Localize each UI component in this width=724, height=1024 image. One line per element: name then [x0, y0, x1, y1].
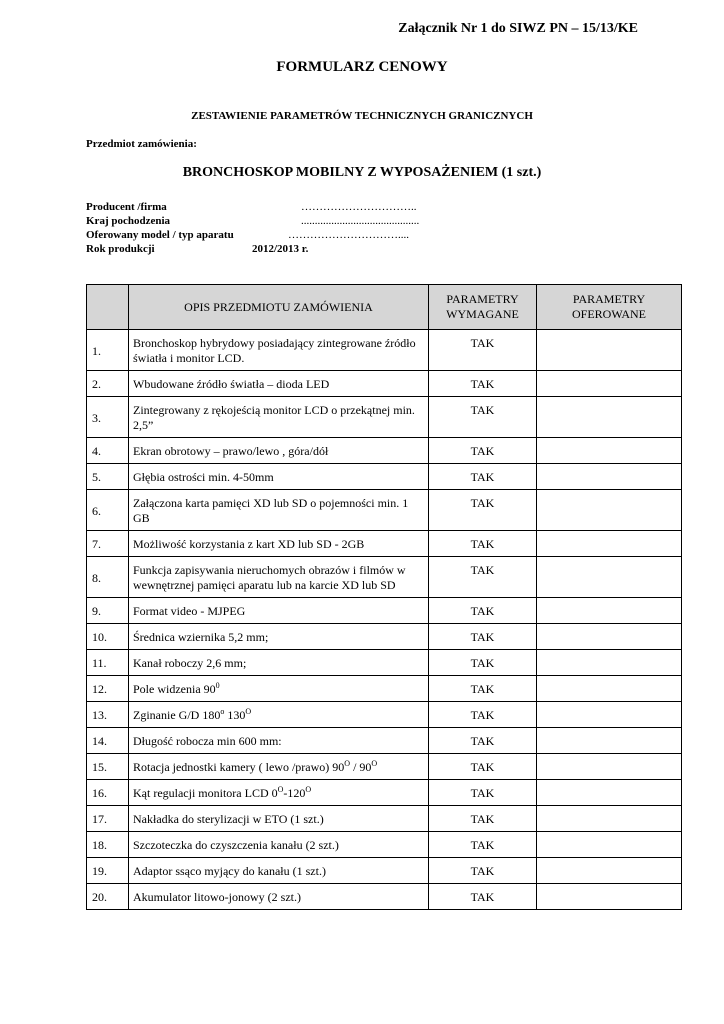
row-number: 19.	[87, 858, 129, 884]
row-number: 14.	[87, 728, 129, 754]
description-text: Funkcja zapisywania nieruchomych obrazów i filmów w wewnętrznej pamięci aparatu lub na karcie XD lub SD	[133, 563, 406, 592]
row-required-value: TAK	[429, 531, 537, 557]
parameters-table	[86, 284, 682, 910]
description-text: -120	[283, 786, 306, 800]
description-text: Zginanie G/D 180	[133, 708, 221, 722]
row-required-value: TAK	[429, 702, 537, 728]
description-text: Kanał roboczy 2,6 mm;	[133, 656, 247, 670]
description-text: Wbudowane źródło światła – dioda LED	[133, 377, 330, 391]
row-description	[129, 330, 429, 371]
description-text: / 90	[350, 760, 372, 774]
description-text: Pole widzenia 90	[133, 682, 216, 696]
table-row	[87, 754, 682, 780]
country-row	[86, 214, 420, 228]
description-text: Rotacja jednostki kamery ( lewo /prawo) 90	[133, 760, 345, 774]
row-description	[129, 650, 429, 676]
year-value: 2012/2013 r.	[252, 243, 309, 255]
row-number: 20.	[87, 884, 129, 910]
document-subtitle: ZESTAWIENIE PARAMETRÓW TECHNICZNYCH GRANICZNYCH	[191, 110, 533, 122]
country-label: Kraj pochodzenia	[86, 215, 171, 227]
row-number: 15.	[87, 754, 129, 780]
table-row	[87, 531, 682, 557]
row-number: 10.	[87, 624, 129, 650]
row-offered-field[interactable]	[537, 780, 682, 806]
row-description	[129, 832, 429, 858]
table-row	[87, 702, 682, 728]
description-text: Możliwość korzystania z kart XD lub SD - 2GB	[133, 537, 365, 551]
row-description	[129, 531, 429, 557]
row-required-value: TAK	[429, 806, 537, 832]
row-required-value: TAK	[429, 754, 537, 780]
row-number: 8.	[87, 557, 129, 598]
description-superscript: o	[220, 707, 225, 716]
row-description	[129, 858, 429, 884]
row-description	[129, 557, 429, 598]
row-required-value: TAK	[429, 858, 537, 884]
header-description: OPIS PRZEDMIOTU ZAMÓWIENIA	[129, 285, 429, 330]
description-superscript: 0	[215, 681, 220, 690]
description-text: Adaptor ssąco myjący do kanału (1 szt.)	[133, 864, 326, 878]
row-description	[129, 438, 429, 464]
form-title: FORMULARZ CENOWY	[276, 59, 448, 75]
description-text: Bronchoskop hybrydowy posiadający zintegrowane źródło światła i monitor LCD.	[133, 336, 416, 365]
row-offered-field[interactable]	[537, 650, 682, 676]
row-required-value: TAK	[429, 438, 537, 464]
table-row	[87, 728, 682, 754]
row-description	[129, 728, 429, 754]
row-number: 6.	[87, 490, 129, 531]
row-description	[129, 806, 429, 832]
table-row	[87, 650, 682, 676]
producer-label: Producent /firma	[86, 201, 167, 213]
row-description	[129, 464, 429, 490]
table-row	[87, 806, 682, 832]
subject-label: Przedmiot zamówienia:	[86, 138, 197, 150]
product-info-block	[86, 200, 420, 256]
row-offered-field[interactable]	[537, 371, 682, 397]
description-text: Długość robocza min 600 mm:	[133, 734, 282, 748]
row-number: 5.	[87, 464, 129, 490]
row-offered-field[interactable]	[537, 464, 682, 490]
model-label: Oferowany model / typ aparatu	[86, 229, 234, 241]
row-required-value: TAK	[429, 728, 537, 754]
table-row	[87, 780, 682, 806]
row-required-value: TAK	[429, 557, 537, 598]
row-offered-field[interactable]	[537, 884, 682, 910]
row-required-value: TAK	[429, 780, 537, 806]
table-row	[87, 371, 682, 397]
row-description	[129, 397, 429, 438]
row-description	[129, 754, 429, 780]
row-number: 7.	[87, 531, 129, 557]
row-offered-field[interactable]	[537, 598, 682, 624]
row-number: 13.	[87, 702, 129, 728]
header-offered: PARAMETRY OFEROWANE	[537, 285, 682, 330]
description-superscript: O	[277, 785, 284, 794]
description-text: Ekran obrotowy – prawo/lewo , góra/dół	[133, 444, 329, 458]
row-number: 12.	[87, 676, 129, 702]
table-row	[87, 832, 682, 858]
description-superscript: O	[344, 759, 351, 768]
row-required-value: TAK	[429, 598, 537, 624]
country-value: ...........................................	[301, 215, 420, 227]
row-number: 11.	[87, 650, 129, 676]
row-description	[129, 676, 429, 702]
row-number: 4.	[87, 438, 129, 464]
row-offered-field[interactable]	[537, 557, 682, 598]
description-text: Zintegrowany z rękojeścią monitor LCD o przekątnej min. 2,5”	[133, 403, 415, 432]
row-description	[129, 598, 429, 624]
row-number: 3.	[87, 397, 129, 438]
table-row	[87, 858, 682, 884]
description-text: Załączona karta pamięci XD lub SD o pojemności min. 1 GB	[133, 496, 409, 525]
row-offered-field[interactable]	[537, 754, 682, 780]
table-row	[87, 330, 682, 371]
row-offered-field[interactable]	[537, 806, 682, 832]
row-offered-field[interactable]	[537, 438, 682, 464]
row-number: 2.	[87, 371, 129, 397]
row-number: 9.	[87, 598, 129, 624]
description-superscript: O	[305, 785, 312, 794]
row-description	[129, 490, 429, 531]
product-title: BRONCHOSKOP MOBILNY Z WYPOSAŻENIEM (1 szt.)	[182, 165, 542, 180]
description-text: Nakładka do sterylizacji w ETO (1 szt.)	[133, 812, 324, 826]
description-text: Kąt regulacji monitora LCD 0	[133, 786, 278, 800]
header-number	[87, 285, 129, 330]
header-required: PARAMETRY WYMAGANE	[429, 285, 537, 330]
row-description	[129, 702, 429, 728]
producer-value: …………………………..	[301, 201, 417, 213]
description-superscript: O	[371, 759, 378, 768]
description-text: Szczoteczka do czyszczenia kanału (2 szt.)	[133, 838, 339, 852]
description-text: 130	[224, 708, 246, 722]
row-required-value: TAK	[429, 490, 537, 531]
table-row	[87, 397, 682, 438]
row-required-value: TAK	[429, 650, 537, 676]
attachment-reference: Załącznik Nr 1 do SIWZ PN – 15/13/KE	[398, 21, 638, 36]
row-number: 1.	[87, 330, 129, 371]
model-value: …………………………....	[288, 229, 409, 241]
row-required-value: TAK	[429, 832, 537, 858]
row-offered-field[interactable]	[537, 624, 682, 650]
table-header-row	[87, 285, 682, 330]
row-offered-field[interactable]	[537, 832, 682, 858]
row-required-value: TAK	[429, 371, 537, 397]
row-number: 17.	[87, 806, 129, 832]
row-required-value: TAK	[429, 397, 537, 438]
row-offered-field[interactable]	[537, 330, 682, 371]
row-number: 16.	[87, 780, 129, 806]
row-required-value: TAK	[429, 676, 537, 702]
row-offered-field[interactable]	[537, 397, 682, 438]
row-offered-field[interactable]	[537, 858, 682, 884]
table-row	[87, 557, 682, 598]
description-text: Głębia ostrości min. 4-50mm	[133, 470, 274, 484]
table-row	[87, 464, 682, 490]
table-row	[87, 624, 682, 650]
row-required-value: TAK	[429, 624, 537, 650]
row-description	[129, 371, 429, 397]
row-offered-field[interactable]	[537, 676, 682, 702]
row-required-value: TAK	[429, 464, 537, 490]
row-description	[129, 780, 429, 806]
table-body	[87, 330, 682, 910]
table-row	[87, 438, 682, 464]
row-offered-field[interactable]	[537, 702, 682, 728]
row-offered-field[interactable]	[537, 490, 682, 531]
table-row	[87, 884, 682, 910]
row-number: 18.	[87, 832, 129, 858]
description-superscript: O	[245, 707, 252, 716]
row-required-value: TAK	[429, 884, 537, 910]
row-offered-field[interactable]	[537, 728, 682, 754]
year-label: Rok produkcji	[86, 243, 155, 255]
table-row	[87, 676, 682, 702]
table-row	[87, 598, 682, 624]
row-description	[129, 624, 429, 650]
description-text: Format video - MJPEG	[133, 604, 246, 618]
description-text: Akumulator litowo-jonowy (2 szt.)	[133, 890, 301, 904]
producer-row	[86, 200, 417, 214]
year-row	[86, 242, 309, 256]
model-row	[86, 228, 409, 242]
description-text: Średnica wziernika 5,2 mm;	[133, 630, 269, 644]
row-offered-field[interactable]	[537, 531, 682, 557]
row-required-value: TAK	[429, 330, 537, 371]
row-description	[129, 884, 429, 910]
table-row	[87, 490, 682, 531]
